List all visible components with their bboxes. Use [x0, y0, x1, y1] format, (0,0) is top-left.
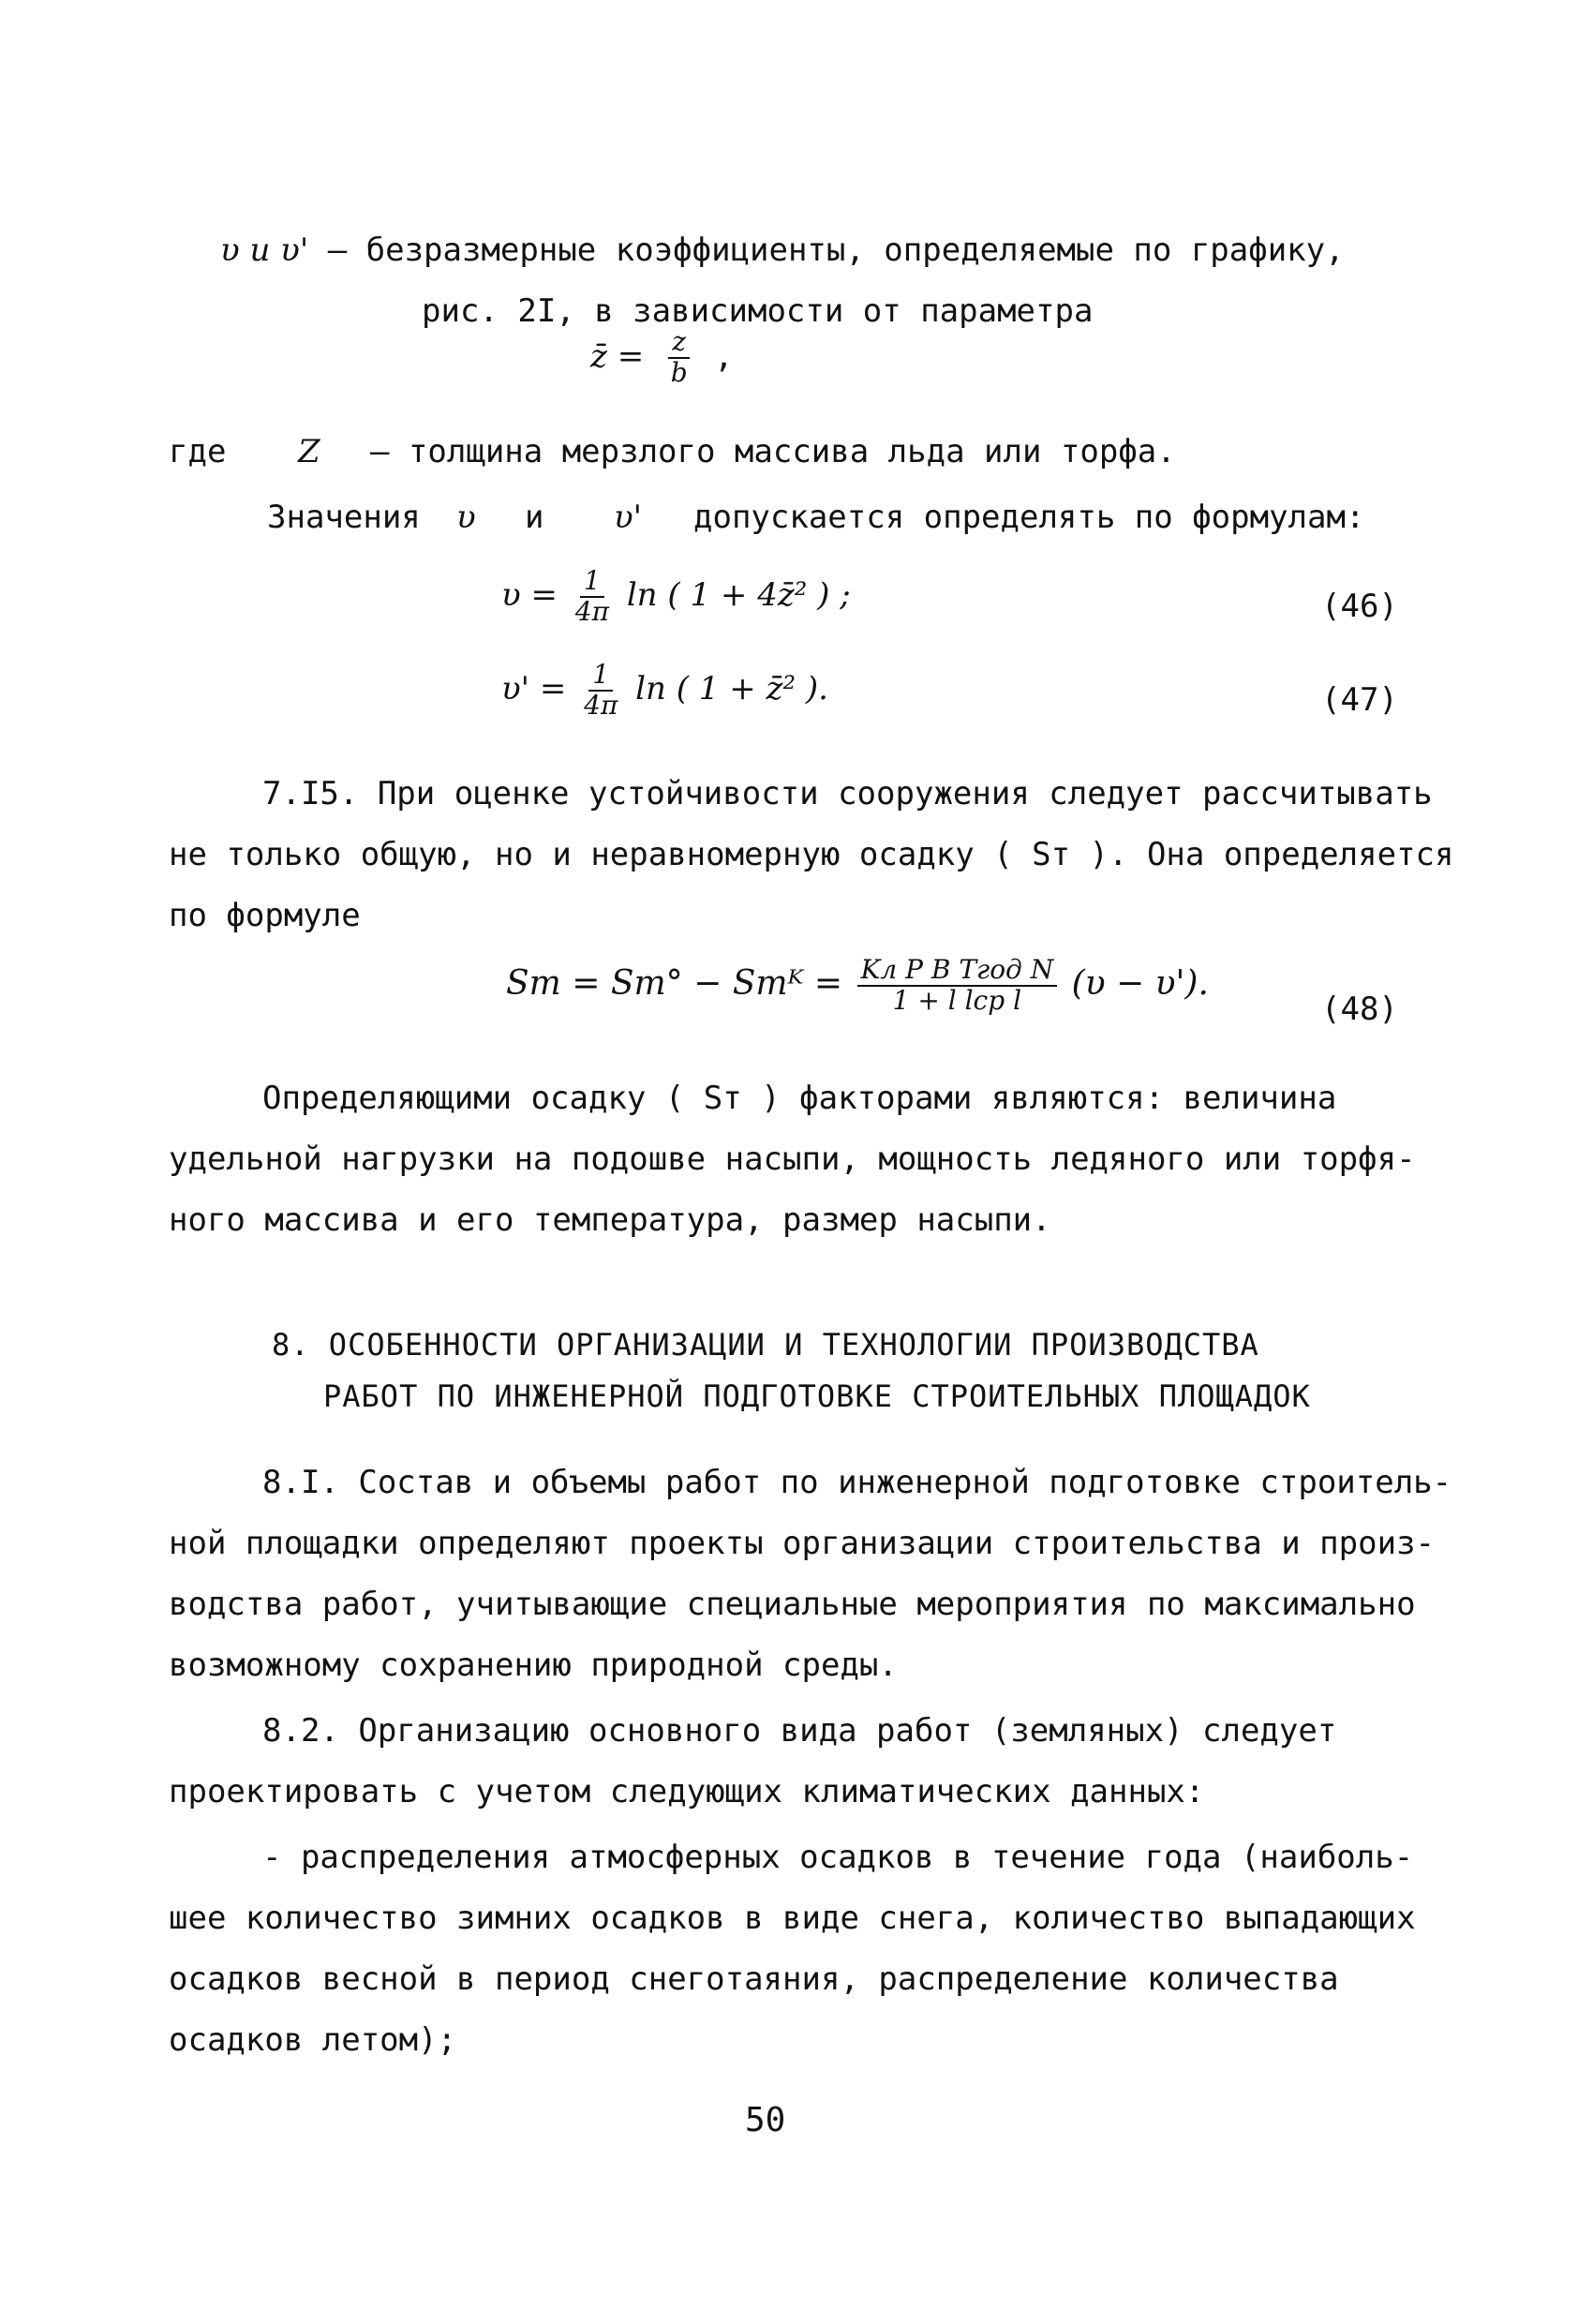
para81-line1: 8.I. Состав и объемы работ по инженерной подготовке строитель- [262, 1464, 1452, 1501]
eq46-numerator: 1 [580, 567, 604, 598]
factors-line2: удельной нагрузки на подошве насыпи, мощность ледяного или торфя- [169, 1140, 1416, 1178]
where-label: где [169, 433, 227, 470]
formulas-intro-and: и [525, 499, 544, 536]
equation-47 [501, 661, 828, 721]
para715-line1: 7.I5. При оценке устойчивости сооружения следует рассчитывать [262, 775, 1433, 812]
para715-line2: не только общую, но и неравномерную осадку ( Sт ). Она определяется [169, 836, 1454, 873]
section8-title-line2: РАБОТ ПО ИНЖЕНЕРНОЙ ПОДГОТОВКЕ СТРОИТЕЛЬНЫХ ПЛОЩАДОК [323, 1378, 1311, 1414]
eq48-lhs: Sт = Sт° − Sтᴷ = [506, 963, 843, 1003]
zbar-denominator: b [670, 356, 688, 388]
eq48-number: (48) [1321, 991, 1398, 1028]
formulas-intro-text: допускается определять по формулам: [693, 499, 1365, 536]
para715-line3: по формуле [169, 897, 361, 934]
bullet1-line3: осадков весной в период снеготаяния, распределение количества [169, 1960, 1339, 1998]
eq47-rhs: ln ( 1 + z̄² ). [635, 669, 828, 708]
zbar-lhs: z̄ = [590, 337, 645, 376]
eq46-number: (46) [1321, 588, 1398, 625]
para81-line3: водства работ, учитывающие специальные мероприятия по максимально [169, 1586, 1416, 1623]
zbar-fraction [667, 328, 692, 388]
definition-text: – безразмерные коэффициенты, определяемые по графику, [327, 231, 1345, 269]
bullet1-line4: осадков летом); [169, 2021, 457, 2059]
eq47-fraction [580, 661, 621, 721]
formulas-intro-sym2: υ' [614, 499, 643, 536]
para81-line2: ной площадки определяют проекты организации строительства и произ- [169, 1525, 1436, 1562]
para82-line2: проектировать с учетом следующих климатических данных: [169, 1773, 1205, 1810]
bullet1-line1: - распределения атмосферных осадков в течение года (наиболь- [262, 1839, 1414, 1876]
eq48-numerator: Kл P B Tгод N [857, 956, 1058, 987]
bullet1-line2: шее количество зимних осадков в виде снега, количество выпадающих [169, 1899, 1416, 1937]
factors-line3: ного массива и его температура, размер насыпи. [169, 1201, 1051, 1239]
where-symbol: Z [298, 433, 320, 470]
zbar-tail: , [714, 337, 734, 376]
para82-line1: 8.2. Организацию основного вида работ (земляных) следует [262, 1712, 1337, 1750]
section8-title-line1: 8. ОСОБЕННОСТИ ОРГАНИЗАЦИИ И ТЕХНОЛОГИИ ПРОИЗВОДСТВА [272, 1327, 1259, 1363]
para81-line4: возможному сохранению природной среды. [169, 1646, 898, 1684]
equation-46 [501, 567, 851, 627]
coefficients-definition-line [220, 230, 1345, 271]
eq48-fraction [857, 956, 1058, 1016]
eq46-rhs: ln ( 1 + 4z̄² ) ; [626, 575, 851, 614]
eq47-denominator: 4π [584, 689, 618, 721]
zbar-numerator: z [668, 328, 690, 359]
page-number: 50 [745, 2101, 786, 2139]
factors-line1: Определяющими осадку ( Sт ) факторами являются: величина [262, 1080, 1337, 1117]
formulas-intro-word: Значения [267, 499, 421, 536]
zbar-formula [590, 328, 734, 388]
where-text: – толщина мерзлого массива льда или торфа. [370, 433, 1176, 470]
eq47-numerator: 1 [588, 661, 613, 692]
eq48-denominator: 1 + l lср l [892, 984, 1022, 1016]
eq46-lhs: υ = [501, 575, 558, 614]
eq47-number: (47) [1321, 681, 1398, 719]
figure-reference-line: рис. 2I, в зависимости от параметра [422, 292, 1094, 330]
formulas-intro-sym1: υ [456, 499, 476, 536]
eq48-rhs: (υ − υ'). [1071, 963, 1209, 1003]
eq47-lhs: υ' = [501, 669, 567, 708]
eq46-denominator: 4π [574, 595, 609, 627]
eq46-fraction [572, 567, 613, 627]
symbol-upsilon-pair: υ и υ' [220, 231, 309, 269]
equation-48 [506, 956, 1209, 1016]
